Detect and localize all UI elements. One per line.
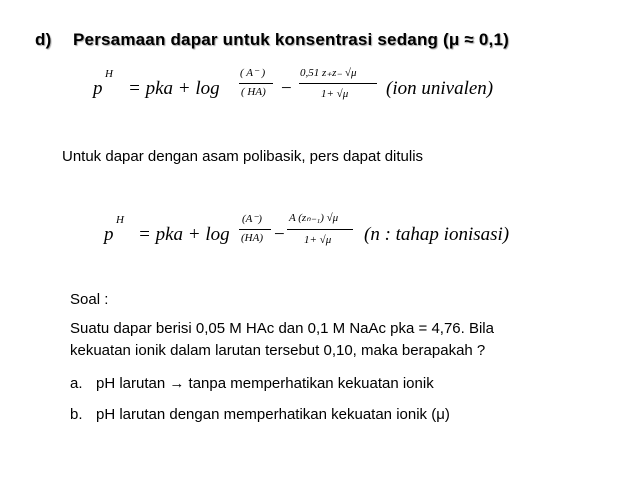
formula1-lhs-sup: H [105,68,113,80]
formula1-frac-bar [239,83,273,84]
soal-problem-line2: kekuatan ionik dalam larutan tersebut 0,10, maka berapakah ? [70,342,486,359]
section-heading [35,30,509,50]
formula1-coef-bar [299,83,377,84]
formula1-note: (ion univalen) [386,78,494,99]
formula1-lhs: p [93,78,103,99]
formula2-minus: − [274,224,285,245]
formula1-coef-den: 1+ √μ [321,88,349,100]
soal-item-a [70,373,434,395]
soal-problem-line1: Suatu dapar berisi 0,05 M HAc dan 0,1 M NaAc pka = 4,76. Bila [70,320,494,337]
formula2-pka: = pka + log [138,224,230,245]
formula2-coef-num: A (zₙ₋₁) √μ [289,212,339,224]
polybasic-intro: Untuk dapar dengan asam polibasik, pers dapat ditulis [62,148,424,165]
formula2-coef-bar [287,229,353,230]
soal-label: Soal : [70,291,109,308]
formula2-coef-den: 1+ √μ [304,234,332,246]
formula1-coef-num: 0,51 z₊z₋ √μ [300,67,357,79]
item-a-text: pH larutan → tanpa memperhatikan kekuatan ionik [96,375,434,392]
section-title: Persamaan dapar untuk konsentrasi sedang (μ ≈ 0,1) [73,30,509,49]
section-letter: d) [35,30,52,49]
soal-item-b [70,404,450,426]
item-a-letter: a. [70,375,83,392]
formula2-note: (n : tahap ionisasi) [364,224,510,245]
formula1-pka: = pka + log [128,78,220,99]
formula2-lhs: p [104,224,114,245]
formula2-frac-bar [239,229,271,230]
formula1-frac-den: ( HA) [241,86,266,98]
formula2-frac-den: (HA) [241,232,263,244]
formula1-frac-num: ( A⁻ ) [240,67,266,79]
formula1-minus: − [281,78,292,99]
formula2-lhs-sup: H [116,214,124,226]
item-b-letter: b. [70,406,83,423]
item-b-text: pH larutan dengan memperhatikan kekuatan ionik (μ) [96,406,450,423]
formula2-frac-num: (A⁻) [242,213,262,225]
